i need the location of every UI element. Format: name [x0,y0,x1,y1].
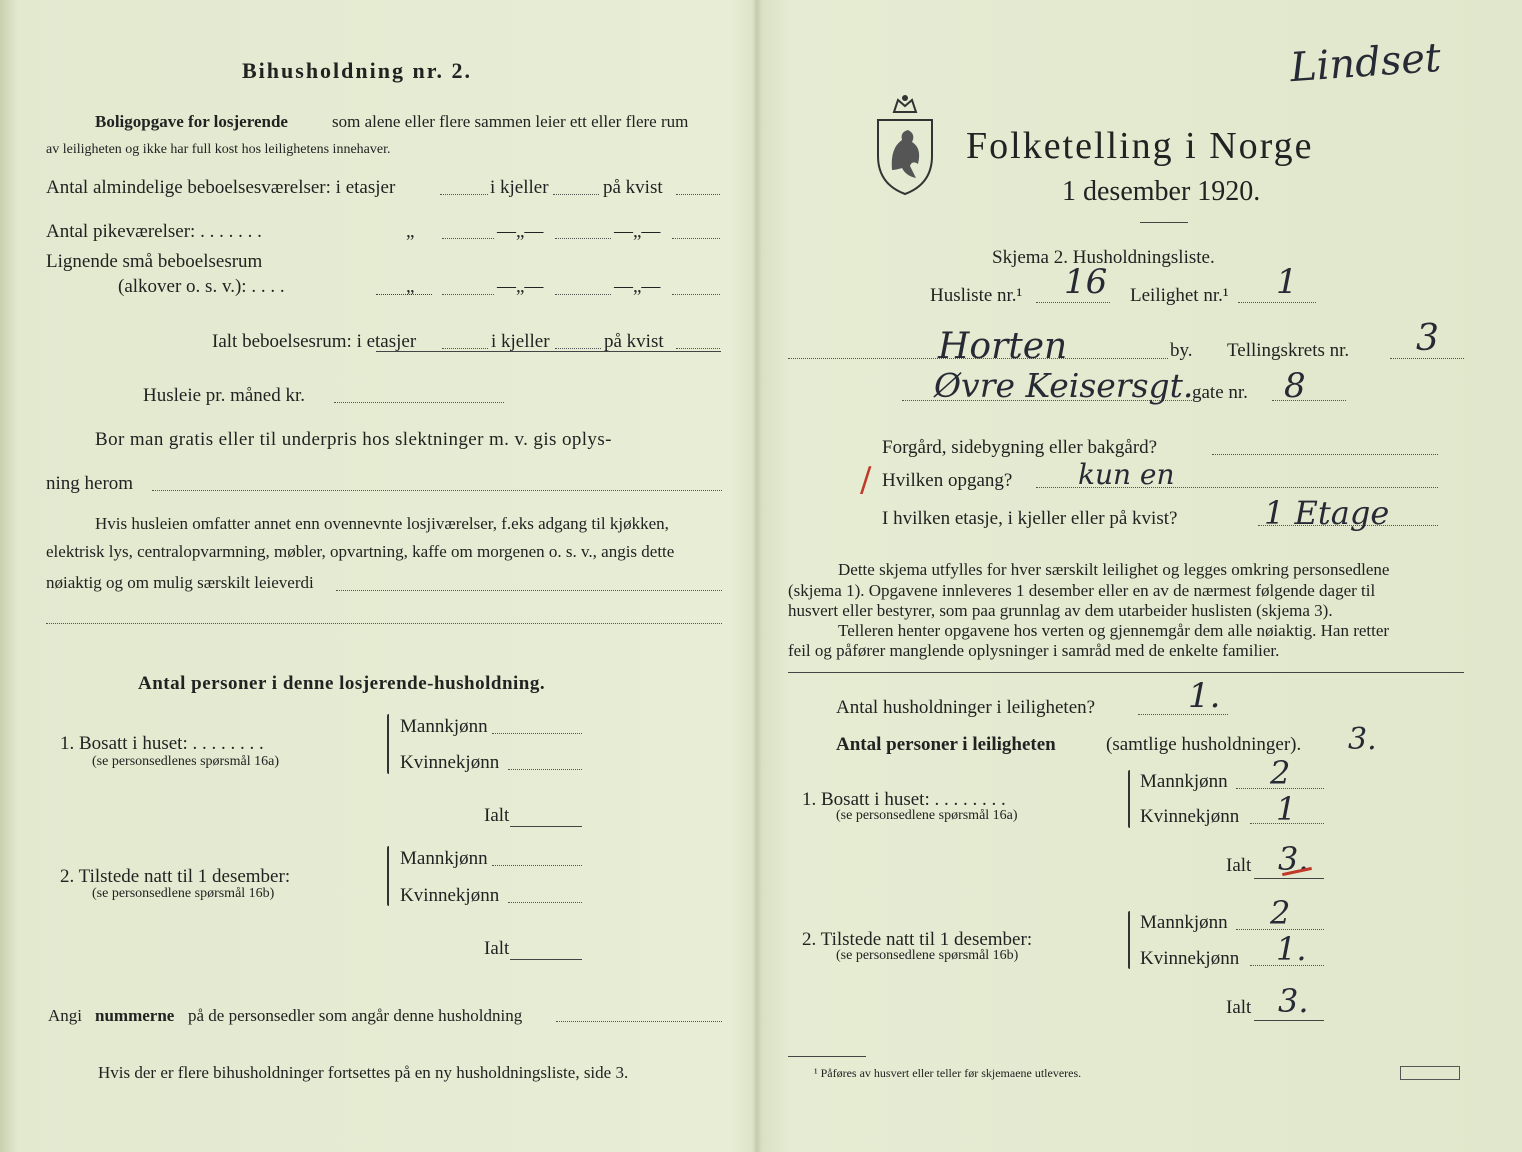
left-q2-kvinne: Kvinnekjønn [400,885,500,906]
lignende-label-2: (alkover o. s. v.): . . . . [118,276,285,297]
field-forgard[interactable] [1212,454,1438,455]
bor-man-1: Bor man gratis eller til underpris hos slektninger m. v. gis oplys- [95,429,612,450]
left-q2-label: 2. Tilstede natt til 1 desember: [60,866,291,887]
info-2: (skjema 1). Opgavene innleveres 1 desember eller en av de nærmest følgende dager til [788,581,1376,600]
page-edge [0,0,18,1152]
field-alkove-kjeller[interactable] [555,294,611,295]
right-q1-kvinne-value: 1 [1276,790,1297,828]
field-husleie[interactable] [334,402,504,403]
field-leilighet[interactable] [1238,302,1316,303]
ialt-beboelse-label: Ialt beboelsesrum: i etasjer [212,331,417,352]
antal-pers-bold: Antal personer i leiligheten [836,734,1056,755]
corner-handwritten-note: Lindset [1288,34,1443,92]
angi-bold: nummerne [95,1006,175,1025]
field-bor-man[interactable] [152,490,722,491]
hvis-1: Hvis husleien omfatter annet enn ovennevnte losjiværelser, f.eks adgang til kjøkken, [95,514,669,533]
field-left-q1-ialt[interactable] [510,826,582,827]
footnote-rule [788,1056,866,1057]
right-q1-brace [1128,770,1130,828]
by-value: Horten [938,326,1068,367]
field-leieverdi[interactable] [336,590,722,591]
etasje-label: I hvilken etasje, i kjeller eller på kvist? [882,508,1178,529]
info-5: feil og påfører manglende oplysninger i samråd med de enkelte familier. [788,641,1280,660]
skjema-label: Skjema 2. Husholdningsliste. [992,247,1215,268]
footnote: ¹ Påføres av husvert eller teller før skjemaene utleveres. [814,1066,1082,1080]
field-leieverdi-2[interactable] [46,623,722,624]
hvis-2: elektrisk lys, centralopvarmning, møbler, opvartning, kaffe om morgenen o. s. v., angis dette [46,542,675,561]
right-q2-kvinne: Kvinnekjønn [1140,948,1240,969]
left-q2-brace [387,846,389,906]
field-etasjer[interactable] [440,194,488,195]
krets-value: 3 [1416,318,1439,359]
right-q1-mann: Mannkjønn [1140,771,1228,792]
left-q2-mann: Mannkjønn [400,848,488,869]
krets-label: Tellingskrets nr. [1227,340,1350,361]
intro-bold: Boligopgave for losjerende [95,112,288,131]
printer-stamp [1400,1066,1460,1080]
left-q1-brace [387,714,389,774]
forgard-label: Forgård, sidebygning eller bakgård? [882,437,1158,458]
right-q1-label: 1. Bosatt i huset: . . . . . . . . [802,789,1006,810]
field-ialt-kjeller[interactable] [555,348,601,349]
right-q1-sub: (se personsedlene spørsmål 16a) [836,808,1018,823]
ditto-3: —„— [614,221,661,242]
antal-alm-label: Antal almindelige beboelsesværelser: i etasjer [46,177,396,198]
right-q2-sub: (se personsedlene spørsmål 16b) [836,948,1019,963]
ditto-6: —„— [614,276,661,297]
husliste-value: 16 [1064,262,1108,302]
angi-1: Angi [48,1006,82,1025]
field-kvist[interactable] [676,194,720,195]
left-q2-sub: (se personsedlene spørsmål 16b) [92,886,275,901]
gate-nr-value: 8 [1284,366,1306,406]
left-q2-ialt: Ialt [484,938,510,959]
right-q2-ialt-value: 3. [1278,982,1309,1020]
right-q2-mann-value: 2 [1270,894,1291,932]
field-husliste[interactable] [1036,302,1110,303]
field-alkove-blank[interactable] [376,294,432,295]
field-ialt-etasjer[interactable] [442,348,488,349]
antal-pers-rest: (samtlige husholdninger). [1106,734,1302,755]
right-q1-mann-value: 2 [1270,754,1291,792]
etasje-value: 1 Etage [1264,494,1390,532]
pa-kvist-1: på kvist [603,177,663,198]
right-q1-kvinne: Kvinnekjønn [1140,806,1240,827]
field-left-q1-mann[interactable] [492,733,582,734]
field-alkove-etasjer[interactable] [442,294,494,295]
leilighet-value: 1 [1276,262,1298,302]
ditto-2: —„— [497,221,544,242]
gate-label: gate nr. [1192,382,1248,403]
right-q2-mann: Mannkjønn [1140,912,1228,933]
angi-2: på de personsedler som angår denne husholdning [188,1006,523,1025]
left-q1-ialt: Ialt [484,805,510,826]
husliste-label: Husliste nr.¹ [930,285,1023,306]
opgang-value: kun en [1078,458,1175,491]
hvis-3: nøiaktig og om mulig særskilt leieverdi [46,573,314,592]
info-4: Telleren henter opgavene hos verten og gjennemgår dem alle nøiaktig. Han retter [838,621,1390,640]
by-label: by. [1170,340,1193,361]
title-rule [1140,222,1188,223]
right-q2-ialt: Ialt [1226,997,1252,1018]
antal-hush-label: Antal husholdninger i leiligheten? [836,697,1096,718]
hvis-flere: Hvis der er flere bihusholdninger fortsettes på en ny husholdningsliste, side 3. [98,1063,629,1082]
field-pike-kjeller[interactable] [555,238,611,239]
ditto-5: —„— [497,276,544,297]
field-pike-kvist[interactable] [672,238,720,239]
field-angi[interactable] [556,1021,722,1022]
left-q1-label: 1. Bosatt i huset: . . . . . . . . [60,733,264,754]
ditto-1: „ [406,221,415,242]
field-alkove-kvist[interactable] [672,294,720,295]
intro-line-1: som alene eller flere sammen leier ett eller flere rum [332,112,689,131]
field-left-q1-kvinne[interactable] [508,769,582,770]
lignende-label-1: Lignende små beboelsesrum [46,251,263,272]
red-margin-mark: / [860,460,872,500]
right-q2-label: 2. Tilstede natt til 1 desember: [802,929,1033,950]
antal-pers-value: 3. [1348,722,1377,757]
field-left-q2-mann[interactable] [492,865,582,866]
main-title: Folketelling i Norge [966,125,1314,167]
center-fold [752,0,762,1152]
i-kjeller-1: i kjeller [490,177,549,198]
field-pike-etasjer[interactable] [442,238,494,239]
right-q2-brace [1128,911,1130,969]
census-date: 1 desember 1920. [1062,176,1261,207]
info-1: Dette skjema utfylles for hver særskilt leilighet og legges omkring personsedlene [838,560,1390,579]
info-3: husvert eller bestyrer, som paa grunnlag av dem utarbeider huslisten (skjema 3). [788,601,1333,620]
field-left-q2-kvinne[interactable] [508,902,582,903]
left-q1-mann: Mannkjønn [400,716,488,737]
pikevaerelser-label: Antal pikeværelser: . . . . . . . [46,221,262,242]
husleie-label: Husleie pr. måned kr. [143,385,305,406]
right-q1-ialt: Ialt [1226,855,1252,876]
left-title: Bihusholdning nr. 2. [242,58,472,83]
left-q1-kvinne: Kvinnekjønn [400,752,500,773]
right-q2-kvinne-value: 1. [1276,930,1307,968]
field-left-q2-ialt[interactable] [510,959,582,960]
leilighet-label: Leilighet nr.¹ [1130,285,1229,306]
gate-value: Øvre Keisersgt. [934,366,1194,405]
i-kjeller-2: i kjeller [491,331,550,352]
field-kjeller[interactable] [553,194,599,195]
antal-hush-value: 1. [1188,676,1221,716]
bor-man-2: ning herom [46,473,134,494]
ditto-4: „ [406,276,415,297]
field-ialt-kvist[interactable] [676,348,720,349]
left-q1-sub: (se personsedlenes spørsmål 16a) [92,754,280,769]
opgang-label: Hvilken opgang? [882,470,1013,491]
intro-line-2: av leiligheten og ikke har full kost hos leilighetens innehaver. [46,142,391,157]
pa-kvist-2: på kvist [604,331,664,352]
field-right-q2-ialt[interactable] [1254,1020,1324,1021]
section-rule [788,672,1464,673]
antal-personer-heading: Antal personer i denne losjerende-husholdning. [138,673,546,694]
right-q1-ialt-value: 3. [1278,840,1309,878]
field-right-q1-ialt[interactable] [1254,878,1324,879]
norway-coat-of-arms-icon [872,90,938,198]
